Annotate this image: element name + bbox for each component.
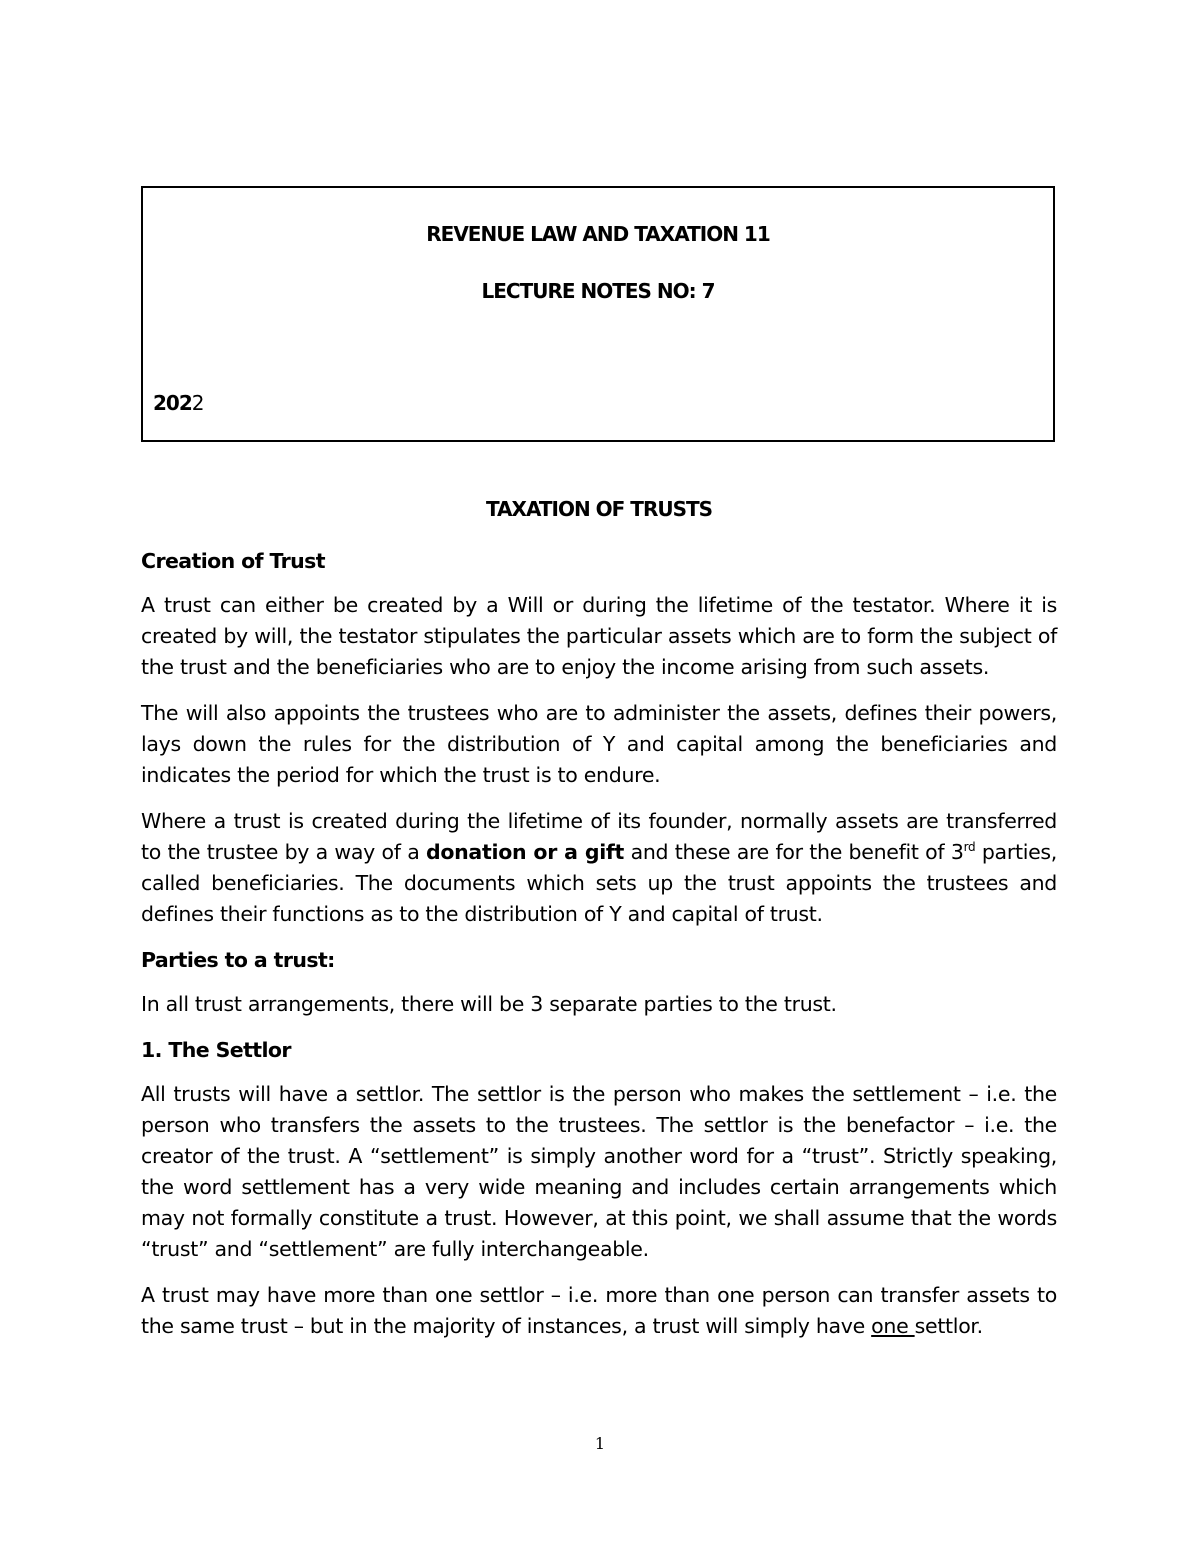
paragraph-creation-3 xyxy=(141,806,1057,930)
paragraph-settlor-1: All trusts will have a settlor. The settlor is the person who makes the settlement – i.e. the person who transfers the assets to the trustees. The settlor is the benefactor – i.e. the creator of the trust. A “settlement” is simply another word for a “trust”. Strictly speaking, the word settlement has a very wide meaning and includes certain arrangements which may not formally constitute a trust. However, at this point, we shall assume that the words “trust” and “settlement” are fully interchangeable. xyxy=(141,1082,1057,1261)
paragraph-settlor-2 xyxy=(141,1280,1057,1342)
paragraph-creation-1: A trust can either be created by a Will or during the lifetime of the testator. Where it is created by will, the testator stipulates the particular assets which are to form the subject of the trust and the beneficiaries who are to enjoy the income arising from such assets. xyxy=(141,593,1057,679)
year-bold-part: 202 xyxy=(153,391,192,415)
page-number: 1 xyxy=(594,1434,606,1453)
lecture-number: LECTURE NOTES NO: 7 xyxy=(481,279,715,303)
paragraph-creation-3-part-c: parties, called beneficiaries. The documents which sets up the trust appoints the trustees and defines their functions as to the distribution of Y and capital of trust. xyxy=(141,840,1057,926)
year-tail: 2 xyxy=(191,391,204,415)
heading-parties-to-trust: Parties to a trust: xyxy=(141,948,335,972)
paragraph-creation-3-part-b: and these are for the benefit of 3 xyxy=(624,840,964,864)
main-heading: TAXATION OF TRUSTS xyxy=(485,497,713,521)
heading-the-settlor: 1. The Settlor xyxy=(141,1038,291,1062)
emphasis-donation-or-gift: donation or a gift xyxy=(425,840,625,864)
paragraph-creation-3-part-a: Where a trust is created during the lifetime of its founder, normally assets are transferred to the trustee by a way of a xyxy=(141,809,1057,864)
document-body xyxy=(141,494,1057,1357)
course-title: REVENUE LAW AND TAXATION 11 xyxy=(426,222,770,246)
paragraph-settlor-2-part-a: A trust may have more than one settlor – i.e. more than one person can transfer assets to the same trust – but in the majority of instances, a trust will simply have xyxy=(141,1283,1057,1338)
underlined-one: one xyxy=(871,1314,915,1338)
paragraph-settlor-2-part-b: settlor. xyxy=(914,1314,983,1338)
paragraph-parties-1: In all trust arrangements, there will be 3 separate parties to the trust. xyxy=(141,992,837,1016)
title-box xyxy=(141,186,1055,442)
heading-creation-of-trust: Creation of Trust xyxy=(141,549,325,573)
paragraph-creation-2: The will also appoints the trustees who are to administer the assets, defines their powers, lays down the rules for the distribution of Y and capital among the beneficiaries and indicates the period for which the trust is to endure. xyxy=(141,701,1057,787)
year xyxy=(153,391,203,415)
superscript-rd: rd xyxy=(963,840,976,855)
